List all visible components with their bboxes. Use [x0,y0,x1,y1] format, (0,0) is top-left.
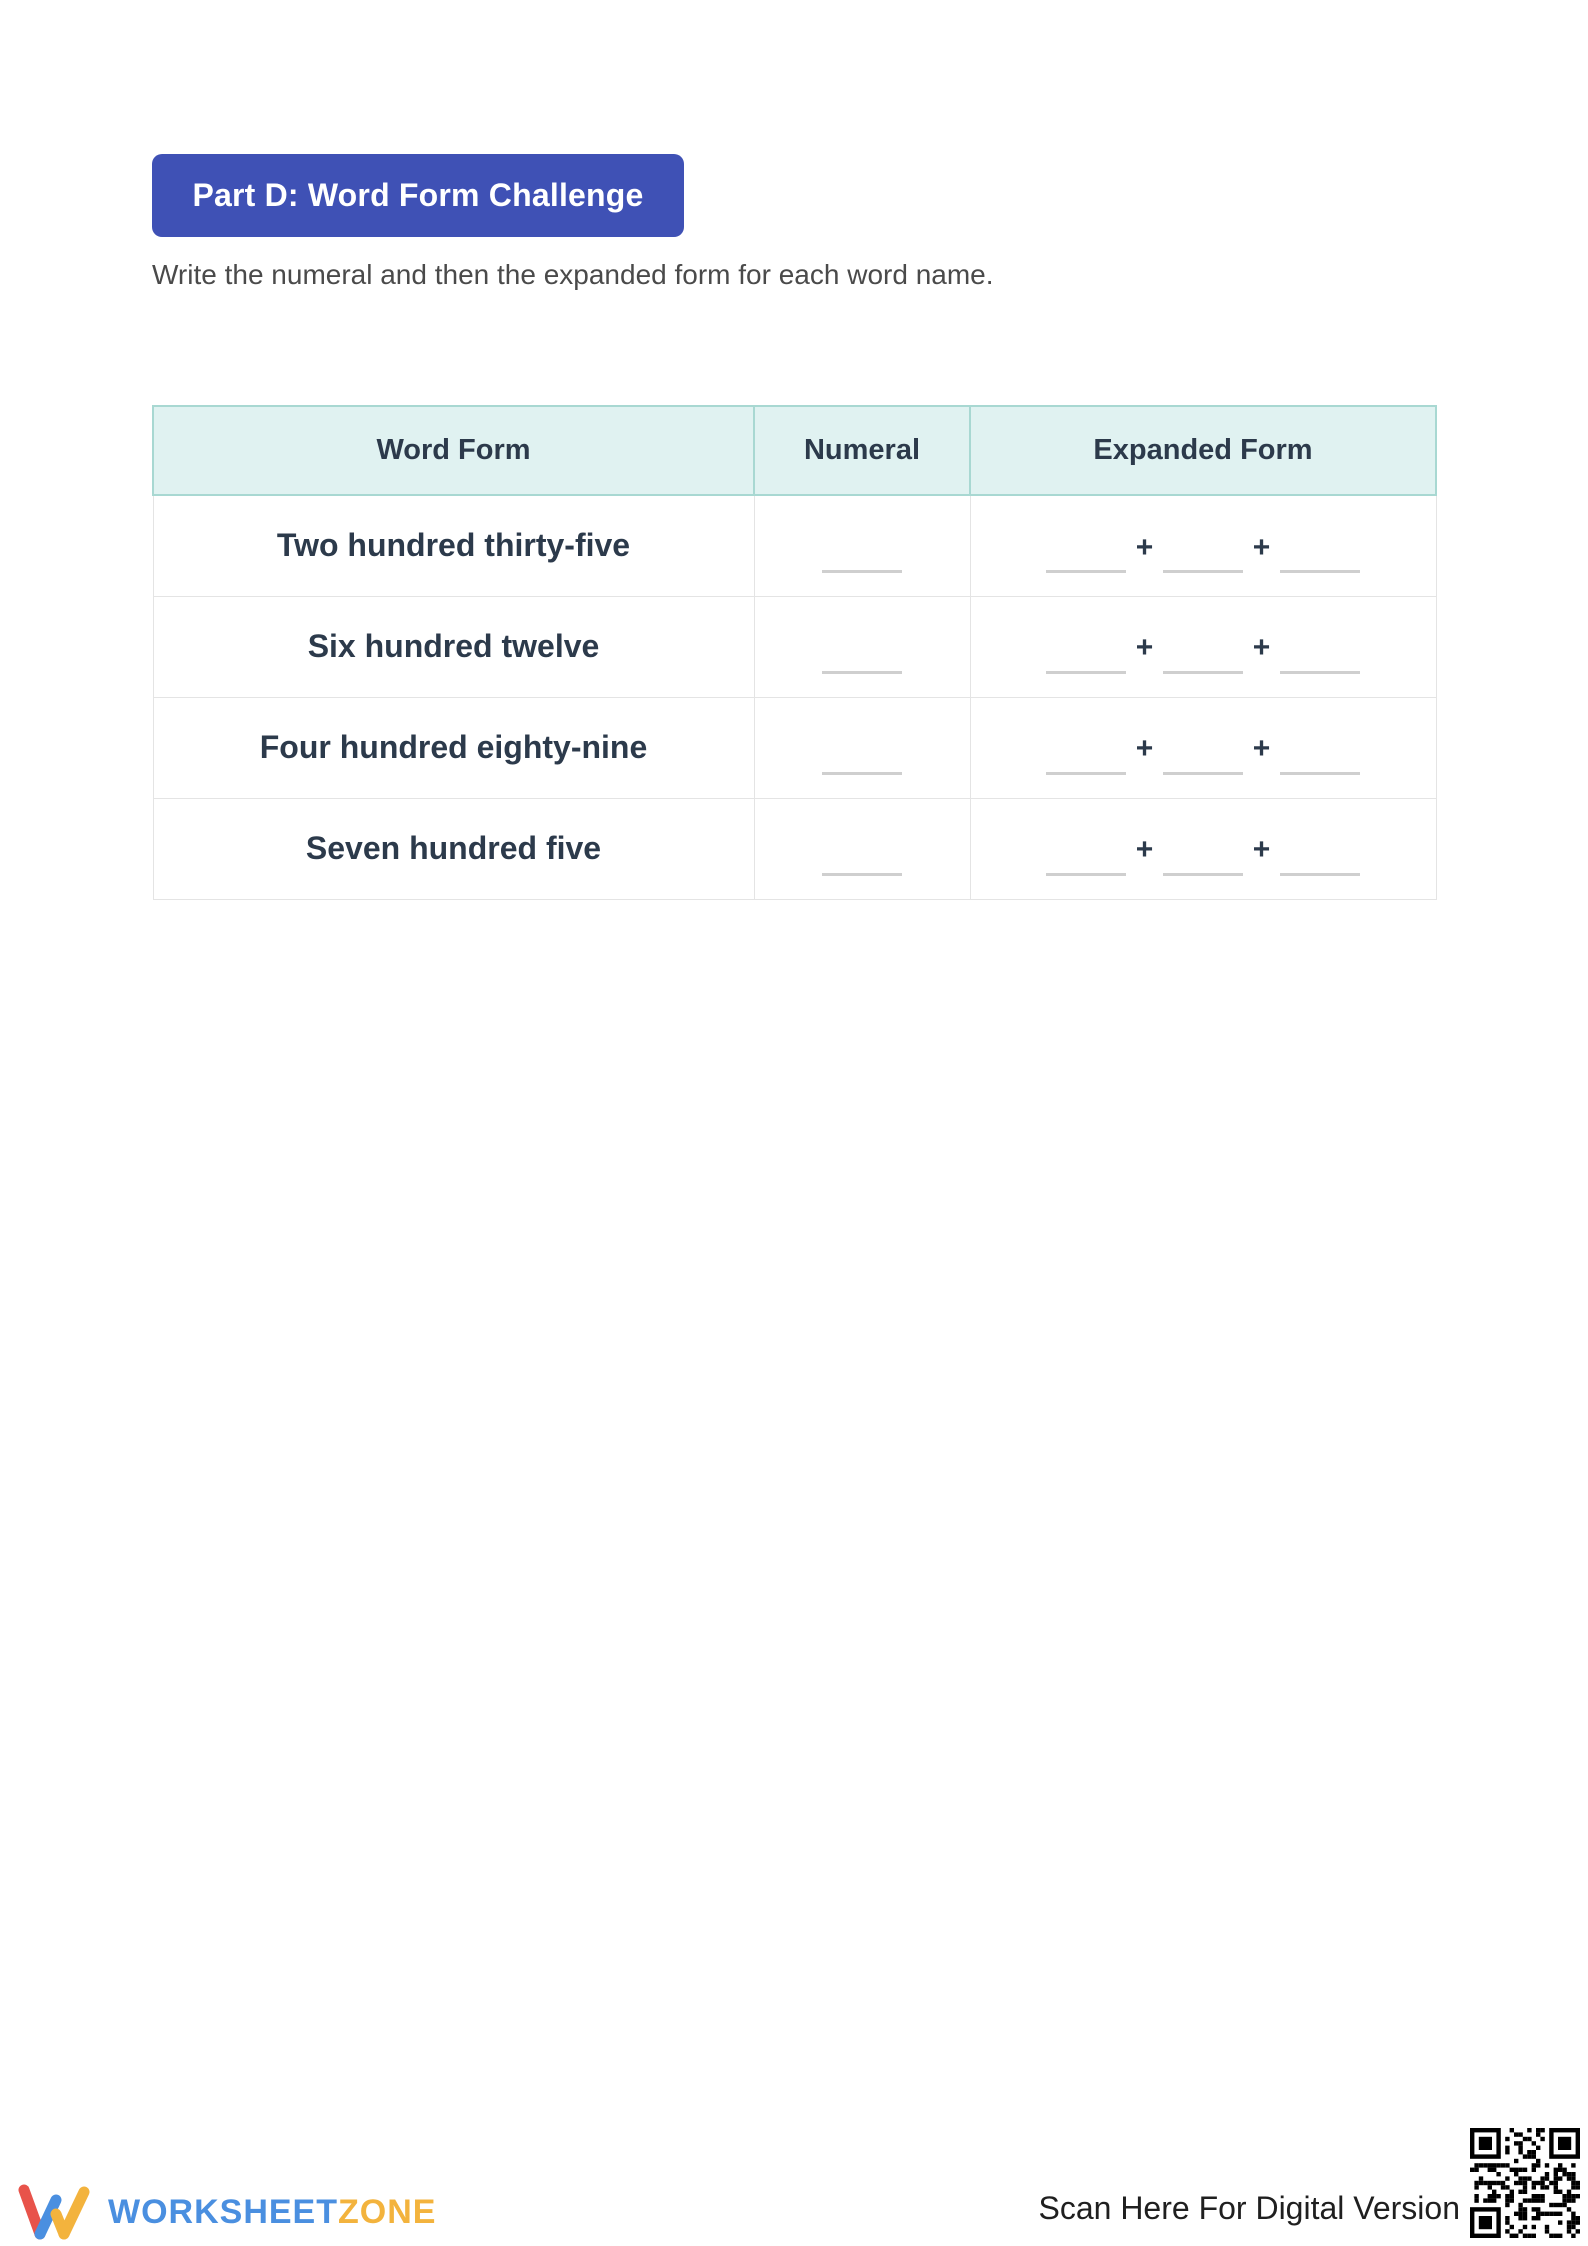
plus-sign: + [1252,631,1271,665]
table-row [153,596,1436,697]
expanded-form-cell [970,697,1436,798]
word-form-cell: Six hundred twelve [153,596,754,697]
tens-blank[interactable] [1163,546,1243,573]
section-title: Part D: Word Form Challenge [192,177,644,213]
numeral-blank[interactable] [822,546,902,573]
plus-sign: + [1252,833,1271,867]
expanded-form-cell [970,596,1436,697]
plus-sign: + [1135,833,1154,867]
brand-name-part1: WORKSHEET [108,2192,338,2231]
table-row [153,697,1436,798]
ones-blank[interactable] [1280,849,1360,876]
ones-blank[interactable] [1280,748,1360,775]
ones-blank[interactable] [1280,546,1360,573]
worksheetzone-logo [18,2184,436,2240]
word-form-cell: Two hundred thirty-five [153,495,754,596]
numeral-blank[interactable] [822,647,902,674]
expanded-form-cell [970,798,1436,899]
instructions-text: Write the numeral and then the expanded form for each word name. [152,259,994,290]
word-form-table [152,405,1437,900]
hundreds-blank[interactable] [1046,849,1126,876]
section-title-badge [152,154,684,237]
expanded-form-cell [970,495,1436,596]
ones-blank[interactable] [1280,647,1360,674]
logo-mark-icon [18,2184,94,2240]
numeral-cell [754,697,970,798]
plus-sign: + [1252,732,1271,766]
brand-name-part2: ZONE [338,2192,437,2231]
tens-blank[interactable] [1163,647,1243,674]
header-numeral: Numeral [754,406,970,495]
hundreds-blank[interactable] [1046,647,1126,674]
word-form-cell: Four hundred eighty-nine [153,697,754,798]
plus-sign: + [1252,530,1271,564]
numeral-blank[interactable] [822,849,902,876]
tens-blank[interactable] [1163,849,1243,876]
scan-here-text: Scan Here For Digital Version [1038,2190,1460,2226]
brand-name [108,2193,436,2232]
numeral-blank[interactable] [822,748,902,775]
numeral-cell [754,495,970,596]
plus-sign: + [1135,732,1154,766]
numeral-cell [754,596,970,697]
hundreds-blank[interactable] [1046,546,1126,573]
hundreds-blank[interactable] [1046,748,1126,775]
header-expanded-form: Expanded Form [970,406,1436,495]
qr-code-icon[interactable] [1470,2128,1580,2238]
tens-blank[interactable] [1163,748,1243,775]
plus-sign: + [1135,530,1154,564]
numeral-cell [754,798,970,899]
table-row [153,798,1436,899]
table-header-row [153,406,1436,495]
header-word-form: Word Form [153,406,754,495]
plus-sign: + [1135,631,1154,665]
table-row [153,495,1436,596]
word-form-cell: Seven hundred five [153,798,754,899]
